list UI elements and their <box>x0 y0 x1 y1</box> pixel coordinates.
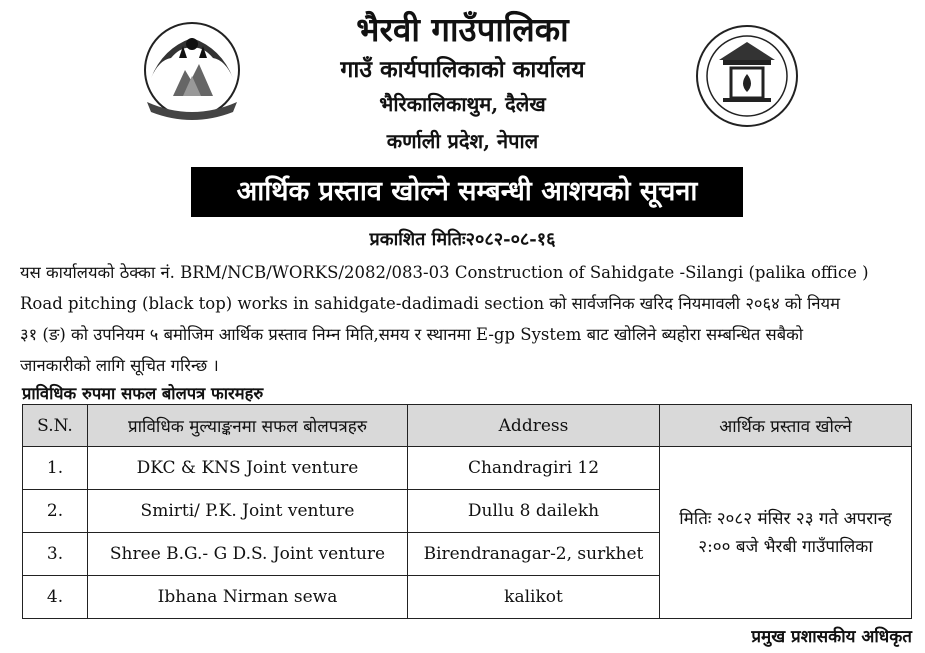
row-bidder: Ibhana Nirman sewa <box>88 576 408 619</box>
row-bidder: Smirti/ P.K. Joint venture <box>88 490 408 533</box>
row-bidder: Shree B.G.- G D.S. Joint venture <box>88 533 408 576</box>
notice-body <box>20 257 915 381</box>
header-sn: S.N. <box>23 405 88 447</box>
signatory-title: प्रमुख प्रशासकीय अधिकृत <box>751 627 912 647</box>
province-name: कर्णाली प्रदेश, नेपाल <box>386 129 539 153</box>
notice-line: ३१ (ङ) को उपनियम ५ बमोजिम आर्थिक प्रस्ताव निम्न मिति,समय र स्थानमा E-gp System बाट खोलिने ब्यहोरा सम्बन्धित सबैको <box>20 325 804 344</box>
table-row <box>23 447 912 490</box>
notice-line: जानकारीको लागि सूचित गरिन्छ । <box>20 356 219 375</box>
notice-line: यस कार्यालयको ठेक्का नं. BRM/NCB/WORKS/2082/083-03 Construction of Sahidgate -Silangi (palika office ) <box>20 263 869 282</box>
header-opening: आर्थिक प्रस्ताव खोल्ने <box>660 405 912 447</box>
table-subheading: प्राविधिक रुपमा सफल बोलपत्र फारमहरु <box>22 384 264 403</box>
publication-date: प्रकाशित मितिः२०८२-०८-१६ <box>369 229 556 250</box>
row-sn: 4. <box>23 576 88 619</box>
row-sn: 2. <box>23 490 88 533</box>
notice-line: Road pitching (black top) works in sahidgate-dadimadi section को सार्वजनिक खरिद नियमावली २०६४ को नियम <box>20 294 840 313</box>
municipality-name: भैरवी गाउँपालिका <box>356 10 569 49</box>
notice-header <box>0 0 925 165</box>
row-address: Birendranagar-2, surkhet <box>408 533 660 576</box>
row-bidder: DKC & KNS Joint venture <box>88 447 408 490</box>
office-name: गाउँ कार्यपालिकाको कार्यालय <box>340 56 585 83</box>
row-sn: 3. <box>23 533 88 576</box>
row-address: Dullu 8 dailekh <box>408 490 660 533</box>
row-address: kalikot <box>408 576 660 619</box>
opening-details: मितिः २०८२ मंसिर २३ गते अपरान्ह २:०० बजे भैरबी गाउँपालिका <box>660 447 912 619</box>
row-address: Chandragiri 12 <box>408 447 660 490</box>
row-sn: 1. <box>23 447 88 490</box>
header-address: Address <box>408 405 660 447</box>
table-header-row <box>23 405 912 447</box>
header-bidder: प्राविधिक मुल्याङ्कनमा सफल बोलपत्रहरु <box>88 405 408 447</box>
bidders-table <box>22 404 912 619</box>
notice-title-banner: आर्थिक प्रस्ताव खोल्ने सम्बन्धी आशयको सूचना <box>191 167 743 217</box>
office-address: भैरिकालिकाथुम, दैलेख <box>379 92 546 116</box>
